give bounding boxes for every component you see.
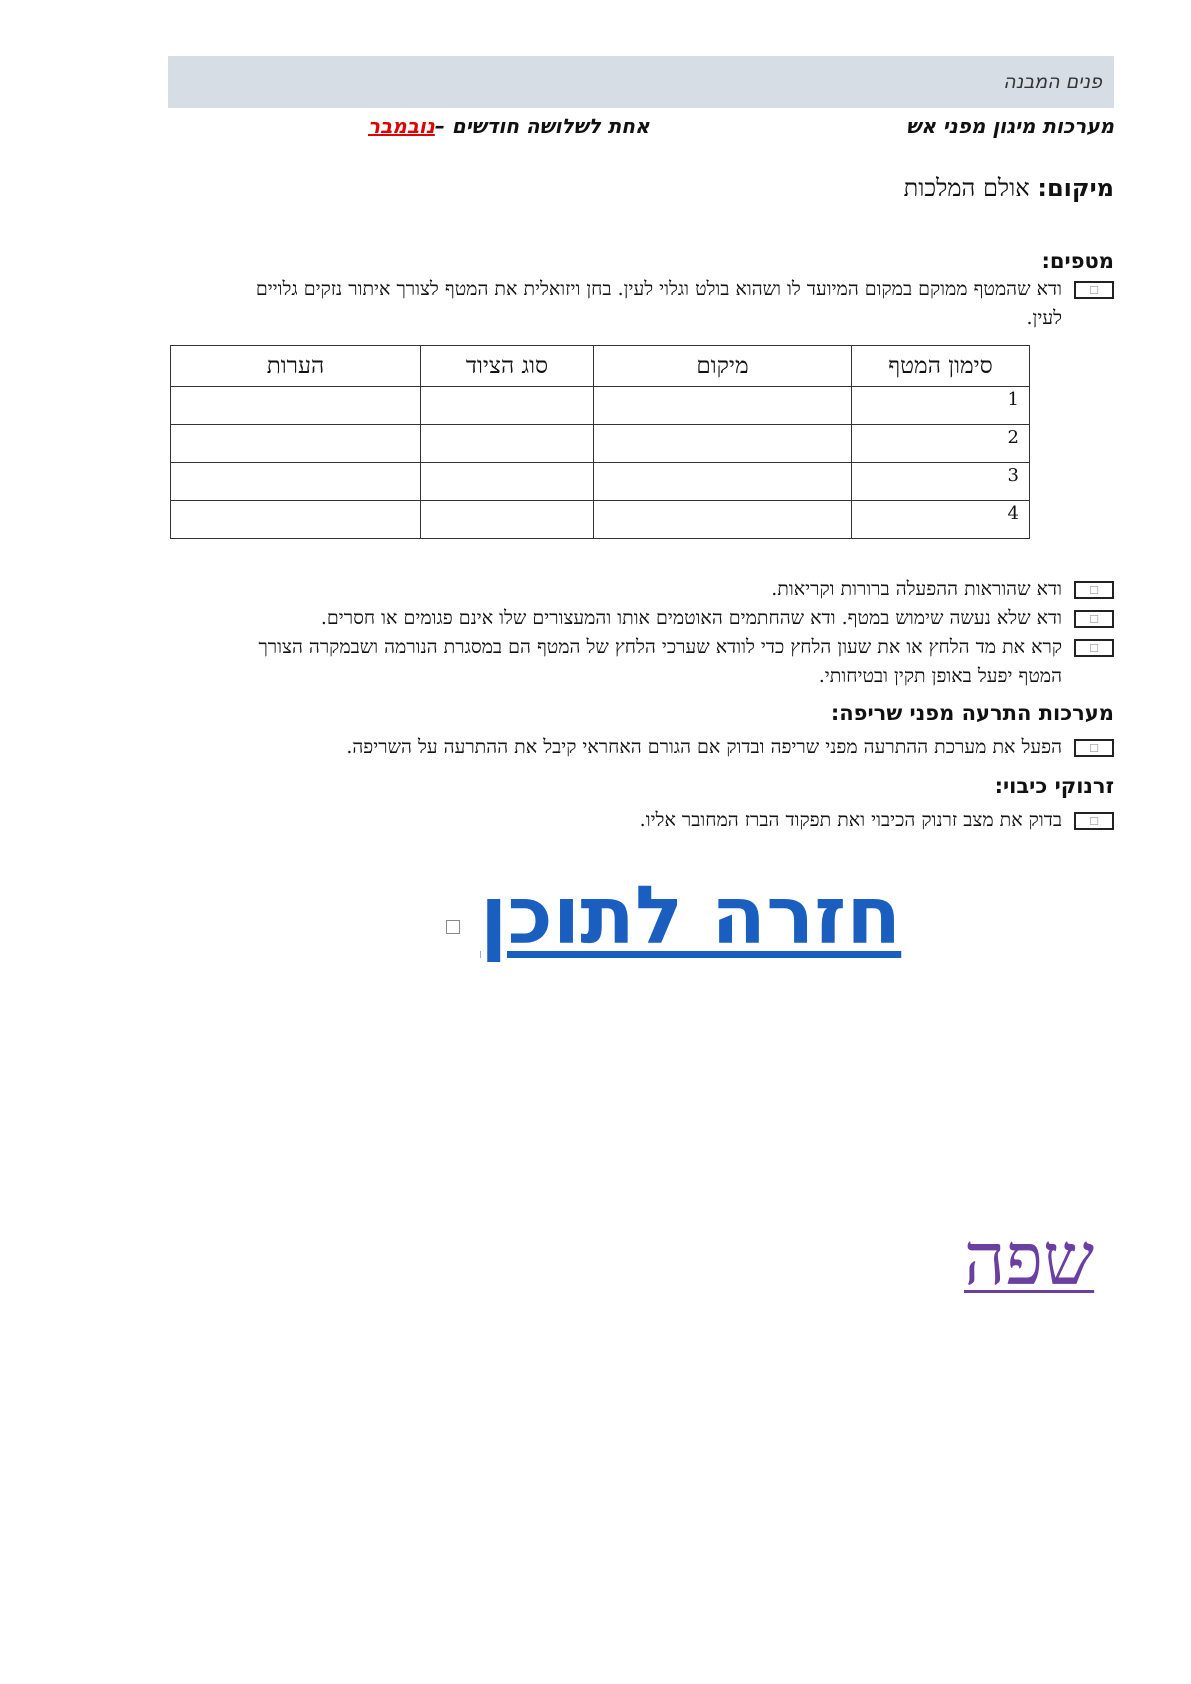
- check-item-instructions: [168, 575, 1114, 604]
- check-item-text: ודא שלא נעשה שימוש במטף. ודא שהחתמים האוטמים אותו והמעצורים שלו אינם פגומים או חסרים.: [320, 607, 1062, 629]
- table-row: [171, 463, 1030, 501]
- check-item-text: בדוק את מצב זרנוק הכיבוי ואת תפקוד הברז המחובר אליו.: [639, 809, 1062, 831]
- table-cell[interactable]: [594, 501, 852, 539]
- check-item-alarm: [168, 733, 1114, 762]
- check-item-pressure: [168, 633, 1114, 691]
- extinguisher-checklist: [168, 575, 1114, 691]
- month-label: נובמבר: [368, 114, 435, 138]
- check-item-text: ודא שהוראות ההפעלה ברורות וקריאות.: [771, 578, 1062, 600]
- subheader: [168, 114, 1114, 138]
- table-cell[interactable]: [421, 463, 594, 501]
- table-header-row: [171, 346, 1030, 387]
- table-cell[interactable]: [171, 463, 421, 501]
- alarm-title: מערכות התרעה מפני שריפה:: [830, 701, 1114, 725]
- checkbox[interactable]: ☐: [1074, 739, 1114, 757]
- table-cell[interactable]: 4: [852, 501, 1030, 539]
- checkbox[interactable]: ☐: [1074, 639, 1114, 657]
- checkbox[interactable]: ☐: [1074, 610, 1114, 628]
- table-row: [171, 501, 1030, 539]
- header-band: [168, 56, 1114, 108]
- location-value: אולם המלכות: [903, 174, 1030, 202]
- table-row: [171, 387, 1030, 425]
- check-item-hose: [168, 806, 1114, 835]
- hoses-title: זרנוקי כיבוי:: [994, 774, 1114, 798]
- table-cell[interactable]: [421, 425, 594, 463]
- check-item-text: קרא את מד הלחץ או את שעון הלחץ כדי לוודא שערכי הלחץ של המטף הם במסגרת הנורמה ושבמקרה הצורך המטף יפעל באופן תקין ובטיחותי.: [258, 636, 1062, 687]
- checkbox[interactable]: ☐: [1074, 581, 1114, 599]
- frequency-text: אחת לשלושה חודשים –: [434, 114, 650, 138]
- frequency-line: [368, 114, 650, 138]
- check-item-seals: [168, 604, 1114, 633]
- checkbox[interactable]: ☐: [1074, 281, 1114, 299]
- table-cell[interactable]: [171, 501, 421, 539]
- table-cell[interactable]: [171, 387, 421, 425]
- column-header-extinguisher-id: סימון המטף: [852, 346, 1030, 387]
- header-band-text: פנים המבנה: [1003, 71, 1102, 93]
- column-header-location: מיקום: [594, 346, 852, 387]
- column-header-notes: הערות: [171, 346, 421, 387]
- table-cell[interactable]: 1: [852, 387, 1030, 425]
- back-to-contents-link[interactable]: חזרה לתוכן: [480, 869, 902, 962]
- location-label: מיקום:: [1037, 174, 1114, 202]
- table-cell[interactable]: [421, 501, 594, 539]
- table-cell[interactable]: 3: [852, 463, 1030, 501]
- table-cell[interactable]: [594, 425, 852, 463]
- small-square-icon: [446, 920, 460, 934]
- extinguishers-title: מטפים:: [1041, 249, 1114, 273]
- table-cell[interactable]: [421, 387, 594, 425]
- check-item-text: הפעל את מערכת ההתרעה מפני שריפה ובדוק אם הגורם האחראי קיבל את ההתרעה על השריפה.: [346, 736, 1062, 758]
- table-cell[interactable]: 2: [852, 425, 1030, 463]
- document-page: [168, 56, 1114, 835]
- language-link[interactable]: שפה: [964, 1217, 1095, 1301]
- table-cell[interactable]: [171, 425, 421, 463]
- check-item-text: ודא שהמטף ממוקם במקום המיועד לו ושהוא בולט וגלוי לעין. בחן ויזואלית את המטף לצורך איתור נזקים גלויים לעין.: [255, 278, 1062, 329]
- check-item-extinguisher-visible: [168, 275, 1114, 333]
- extinguisher-table: [170, 345, 1030, 539]
- checkbox[interactable]: ☐: [1074, 812, 1114, 830]
- column-header-equipment-type: סוג הציוד: [421, 346, 594, 387]
- location-line: [168, 174, 1114, 203]
- table-cell[interactable]: [594, 463, 852, 501]
- table-row: [171, 425, 1030, 463]
- document-title: מערכות מיגון מפני אש: [906, 114, 1114, 138]
- table-cell[interactable]: [594, 387, 852, 425]
